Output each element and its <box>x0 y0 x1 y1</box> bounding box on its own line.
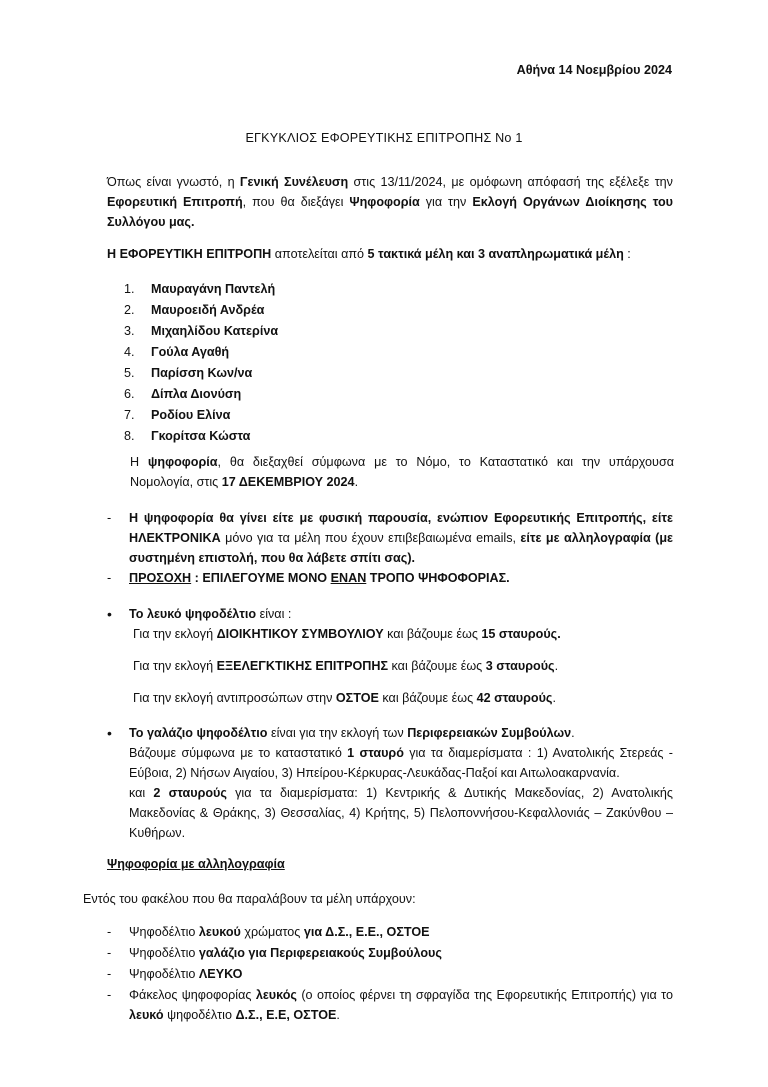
document-title: ΕΓΚΥΚΛΙΟΣ ΕΦΟΡΕΥΤΙΚΗΣ ΕΠΙΤΡΟΠΗΣ Νο 1 <box>245 131 523 145</box>
dash-marker: - <box>107 988 112 1002</box>
list-item: • Το γαλάζιο ψηφοδέλτιο είναι για την εκλογή των Περιφερειακών Συμβούλων. Βάζουμε σύμφωνα με το καταστατικό 1 σταυρό για τα διαμερίσματα : 1) Ανατολικής Στερεάς - Εύβοια, 2) Νήσων Αιγαίου, 3) Ηπείρου-Κέρκυρας-Λευκάδας-Παξοί και Αιτωλοακαρνανία. και 2 σταυρούς για τα διαμερίσματα: 1) Κεντρικής & Δυτικής Μακεδονίας, 2) Ανατολικής Μακεδονίας & Θράκης, 3) Θεσσαλίας, 4) Κρήτης, 5) Πελοποννήσου-Κεφαλλονιάς – Ζακύνθου – Κυθήρων. <box>107 725 674 840</box>
member-item: 5. Παρίσση Κων/να <box>124 365 253 380</box>
member-item: 2. Μαυροειδή Ανδρέα <box>124 302 265 317</box>
list-item: - Φάκελος ψηφοφορίας λευκός (ο οποίος φέρνει τη σφραγίδα της Εφορευτικής Επιτροπής) για το λευκό ψηφοδέλτιο Δ.Σ., Ε.Ε, ΟΣΤΟΕ. <box>107 985 673 1025</box>
list-item: - ΠΡΟΣΟΧΗ : ΕΠΙΛΕΓΟΥΜΕ ΜΟΝΟ ΕΝΑΝ ΤΡΟΠΟ ΨΗΦΟΦΟΡΙΑΣ. <box>107 568 673 588</box>
member-item: 6. Δίπλα Διονύση <box>124 386 242 401</box>
member-item: 7. Ροδίου Ελίνα <box>124 407 231 422</box>
white-ballot-section <box>107 604 673 708</box>
member-item: 3. Μιχαηλίδου Κατερίνα <box>124 323 279 338</box>
envelope-intro: Εντός του φακέλου που θα παραλάβουν τα μέλη υπάρχουν: <box>83 892 416 906</box>
dash-marker: - <box>107 967 112 981</box>
dash-marker: - <box>107 925 112 939</box>
list-item: • Το λευκό ψηφοδέλτιο είναι : Για την εκλογή ΔΙΟΙΚΗΤΙΚΟΥ ΣΥΜΒΟΥΛΙΟΥ και βάζουμε έως 15 σταυρούς. Για την εκλογή ΕΞΕΛΕΓΚΤΙΚΗΣ ΕΠΙΤΡΟΠΗΣ και βάζουμε έως 3 σταυρούς. Για την εκλογή αντιπροσώπων στην ΟΣΤΟΕ και βάζουμε έως 42 σταυρούς. <box>107 606 561 705</box>
voting-paragraph: Η ψηφοφορία, θα διεξαχθεί σύμφωνα με το Νόμο, το Καταστατικό και την υπάρχουσα Νομολογία, στις 17 ΔΕΚΕΜΒΡΙΟΥ 2024. <box>130 455 674 489</box>
intro-paragraph: Όπως είναι γνωστό, η Γενική Συνέλευση στις 13/11/2024, με ομόφωνη απόφασή της εξέλεξε την Εφορευτική Επιτροπή, που θα διεξάγει Ψηφοφορία για την Εκλογή Οργάνων Διοίκησης του Συλλόγου μας. <box>107 175 673 229</box>
member-item: 1. Μαυραγάνη Παντελή <box>124 281 276 296</box>
list-item: - Ψηφοδέλτιο λευκού χρώματος για Δ.Σ., Ε.Ε., ΟΣΤΟΕ <box>107 922 673 942</box>
list-item: - Η ψηφοφορία θα γίνει είτε με φυσική παρουσία, ενώπιον Εφορευτικής Επιτροπής, είτε ΗΛΕΚΤΡΟΝΙΚΑ μόνο για τα μέλη που έχουν επιβεβαιωμένα emails, είτε με αλληλογραφία (με συστημένη επιστολή, που θα λάβετε σπίτι σας). <box>107 508 673 568</box>
blue-ballot-section <box>107 723 673 843</box>
postal-voting-heading: Ψηφοφορία με αλληλογραφία <box>107 857 285 871</box>
envelope-contents-list <box>107 922 673 1025</box>
list-item: - Ψηφοδέλτιο ΛΕΥΚΟ <box>107 964 673 984</box>
committee-members-list <box>124 278 424 446</box>
member-item: 4. Γούλα Αγαθή <box>124 344 230 359</box>
dash-marker: - <box>107 571 112 585</box>
committee-paragraph: Η ΕΦΟΡΕΥΤΙΚΗ ΕΠΙΤΡΟΠΗ αποτελείται από 5 τακτικά μέλη και 3 αναπληρωματικά μέλη : <box>107 247 631 261</box>
bullet-icon: • <box>107 725 112 741</box>
member-item: 8. Γκορίτσα Κώστα <box>124 428 251 443</box>
dash-marker: - <box>107 946 112 960</box>
bullet-icon: • <box>107 606 112 622</box>
voting-methods-list <box>107 508 673 588</box>
dash-marker: - <box>107 511 112 525</box>
list-item: - Ψηφοδέλτιο γαλάζιο για Περιφερειακούς Συμβούλους <box>107 943 673 963</box>
document-date: Αθήνα 14 Νοεμβρίου 2024 <box>516 63 672 77</box>
